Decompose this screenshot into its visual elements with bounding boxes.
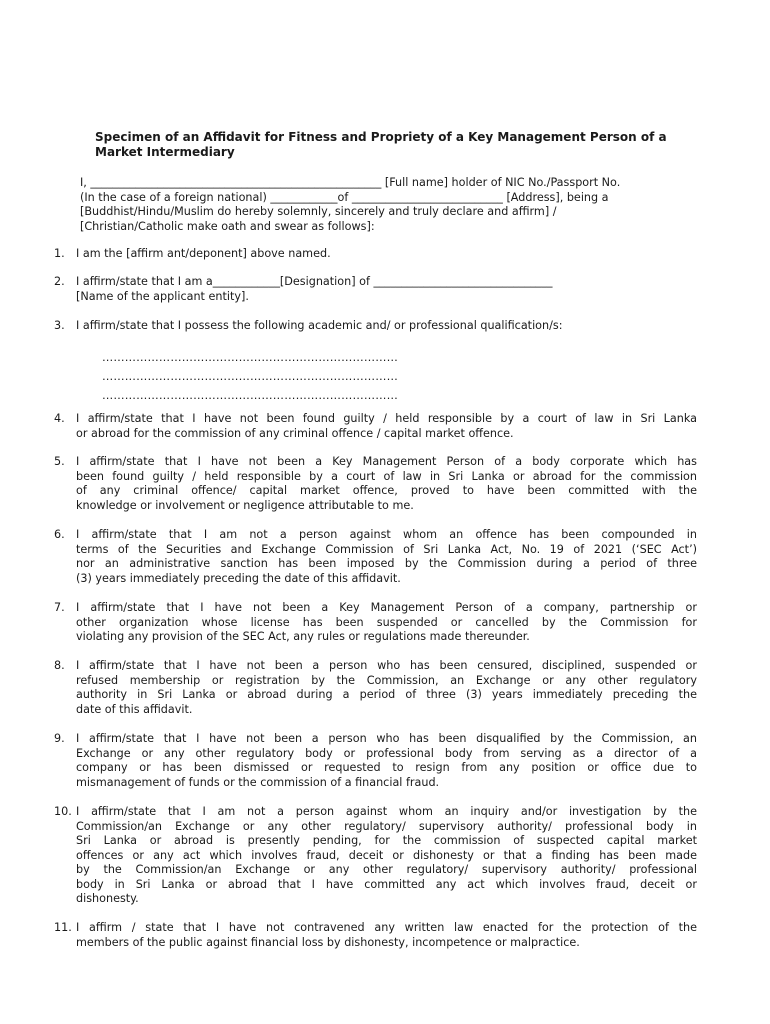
item-line: I affirm/state that I possess the following academic and/ or professional qualification/s: xyxy=(76,319,563,332)
item-line: I affirm/state that I have not been found guilty / held responsible by a court of law in Sri Lanka xyxy=(76,412,697,425)
dotted-line: …………………………………………………………………… xyxy=(102,351,399,364)
item-text xyxy=(76,412,701,441)
item-text xyxy=(76,528,701,586)
item-line: members of the public against financial loss by dishonesty, incompetence or malpractice. xyxy=(76,935,580,949)
item-line: Commission/an Exchange or any other regulatory/ supervisory authority/ professional body in xyxy=(76,819,697,833)
item-number: 6. xyxy=(54,528,65,541)
item-line: I affirm / state that I have not contravened any written law enacted for the protection of the xyxy=(76,921,697,934)
item-line: I am the [affirm ant/deponent] above named. xyxy=(76,247,331,260)
item-text xyxy=(76,319,701,334)
item-line: date of this affidavit. xyxy=(76,702,193,716)
item-line: or abroad for the commission of any criminal offence / capital market offence. xyxy=(76,426,514,440)
item-line: I affirm/state that I am not a person against whom an offence has been compounded in xyxy=(76,528,697,541)
item-line: company or has been dismissed or requested to resign from any position or office due to xyxy=(76,761,697,774)
intro-line: I, ____________________________________________________ [Full name] holder of NIC No./Passport No. xyxy=(80,176,621,189)
item-line: dishonesty. xyxy=(76,892,139,905)
item-number: 5. xyxy=(54,455,65,468)
item-line: [Name of the applicant entity]. xyxy=(76,289,249,303)
item-text xyxy=(76,921,701,950)
item-line: I affirm/state that I am a____________[Designation] of ________________________________ xyxy=(76,275,553,288)
item-line: authority in Sri Lanka or abroad during a period of three (3) years immediately preceding the xyxy=(76,688,697,701)
item-text xyxy=(76,455,701,513)
item-number: 7. xyxy=(54,601,65,614)
item-text xyxy=(76,659,701,717)
intro-line: [Buddhist/Hindu/Muslim do hereby solemnly, sincerely and truly declare and affirm] / xyxy=(80,205,557,218)
dotted-line: …………………………………………………………………… xyxy=(102,370,399,383)
item-line: violating any provision of the SEC Act, any rules or regulations made thereunder. xyxy=(76,630,530,643)
item-line: other organization whose license has been suspended or cancelled by the Commission for xyxy=(76,615,697,629)
item-text xyxy=(76,275,701,304)
item-number: 10. xyxy=(54,805,72,818)
item-number: 2. xyxy=(54,275,65,288)
item-line: refused membership or registration by the Commission, an Exchange or any other regulatory xyxy=(76,673,697,687)
item-line: by the Commission/an Exchange or any other regulatory/ supervisory authority/ professional xyxy=(76,863,697,876)
intro-paragraph xyxy=(80,176,720,234)
qualification-dotted-lines xyxy=(102,348,398,405)
item-line: I affirm/state that I have not been a Key Management Person of a company, partnership or xyxy=(76,601,697,614)
item-line: I affirm/state that I have not been a Key Management Person of a body corporate which has xyxy=(76,455,697,468)
item-line: I affirm/state that I am not a person against whom an inquiry and/or investigation by the xyxy=(76,805,697,818)
item-number: 1. xyxy=(54,247,65,260)
document-title-line-2: Market Intermediary xyxy=(95,145,235,159)
item-text xyxy=(76,247,701,262)
item-line: of any criminal offence/ capital market offence, proved to have been committed with the xyxy=(76,484,697,497)
item-number: 3. xyxy=(54,319,65,332)
item-line: offences or any act which involves fraud, deceit or dishonesty or that a finding has been made xyxy=(76,848,697,862)
document-title xyxy=(95,130,735,160)
item-number: 8. xyxy=(54,659,65,672)
item-text xyxy=(76,805,701,907)
dotted-line: …………………………………………………………………… xyxy=(102,389,399,402)
item-line: Exchange or any other regulatory body or professional body from serving as a director of a xyxy=(76,746,697,760)
item-line: terms of the Securities and Exchange Commission of Sri Lanka Act, No. 19 of 2021 (‘SEC Act’) xyxy=(76,542,697,556)
item-line: (3) years immediately preceding the date of this affidavit. xyxy=(76,571,401,585)
intro-line: [Christian/Catholic make oath and swear as follows]: xyxy=(80,219,375,233)
item-line: mismanagement of funds or the commission of a financial fraud. xyxy=(76,775,440,789)
item-line: I affirm/state that I have not been a person who has been disqualified by the Commission, an xyxy=(76,732,697,745)
item-line: I affirm/state that I have not been a person who has been censured, disciplined, suspended or xyxy=(76,659,697,672)
item-line: nor an administrative sanction has been imposed by the Commission during a period of three xyxy=(76,557,697,570)
item-text xyxy=(76,601,701,645)
document-title-line-1: Specimen of an Affidavit for Fitness and Propriety of a Key Management Person of a xyxy=(95,130,667,144)
item-number: 11. xyxy=(54,921,72,934)
item-line: Sri Lanka or abroad is presently pending, for the commission of suspected capital market xyxy=(76,834,697,847)
intro-line: (In the case of a foreign national) ____________of ___________________________ [Address], being a xyxy=(80,190,609,204)
item-number: 4. xyxy=(54,412,65,425)
item-text xyxy=(76,732,701,790)
item-line: knowledge or involvement or negligence attributable to me. xyxy=(76,498,414,512)
item-number: 9. xyxy=(54,732,65,745)
item-line: body in Sri Lanka or abroad that I have committed any act which involves fraud, deceit or xyxy=(76,877,697,891)
item-line: been found guilty / held responsible by a court of law in Sri Lanka or abroad for the commission xyxy=(76,469,697,483)
